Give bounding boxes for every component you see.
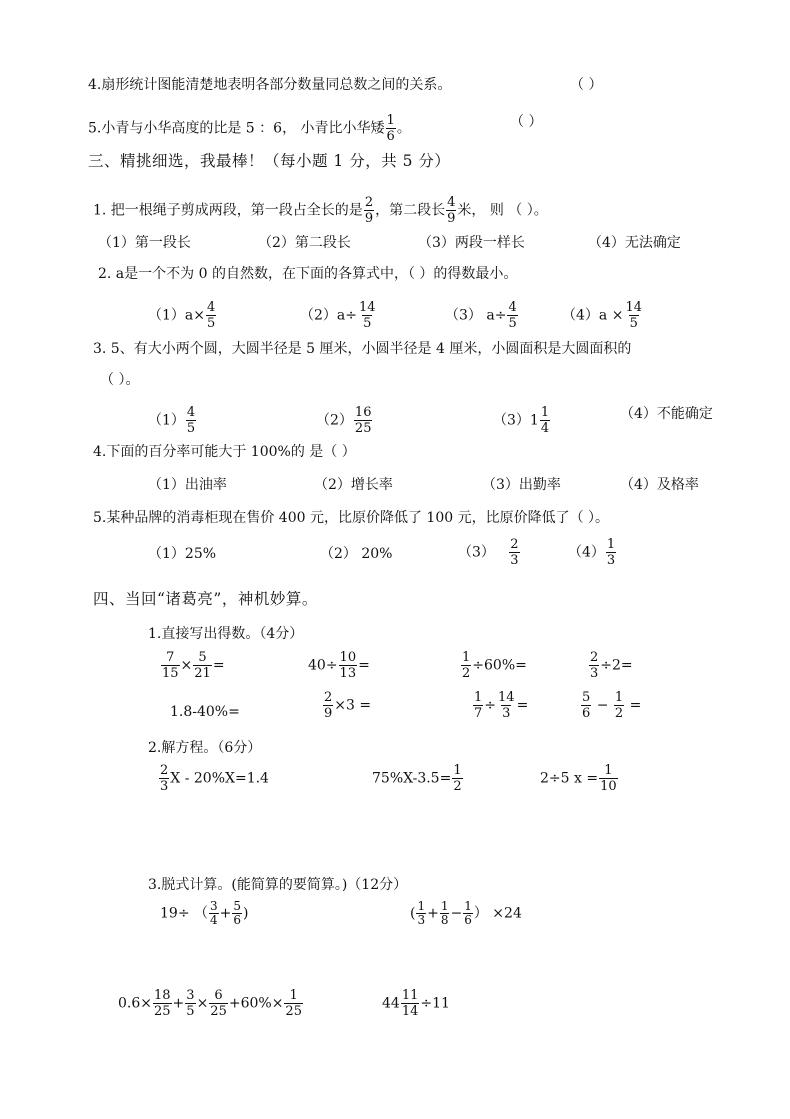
sec3-q1: 1. 把一根绳子剪成两段，第一段占全长的是 $\frac{2}{9}$ ，第二段长 $\frac{4}{9}$ 米， 则 （ ）。: [93, 195, 548, 226]
fraction: $\frac{16}{25}$: [354, 405, 372, 436]
fraction: $\frac{1}{4}$: [540, 405, 550, 436]
calc-step-4: 44 $\frac{11}{14}$ ÷11: [382, 988, 450, 1019]
sec4-part3-title: 3.脱式计算。(能简算的要简算。)（12分）: [148, 877, 408, 893]
fraction: $\frac{4}{5}$: [206, 300, 216, 331]
equation-1: $\frac{2}{3}$ X - 20%X=1.4: [160, 763, 269, 794]
sec3-q3: 3. 5、有大小两个圆，大圆半径是 5 厘米，小圆半径是 4 厘米，小圆面积是大圆面积的: [93, 341, 632, 357]
fraction: $\frac{1}{3}$: [606, 537, 616, 568]
sec3-q5-opt4[interactable]: （4） $\frac{1}{3}$: [568, 537, 616, 568]
calc-item-4: $\frac{2}{3}$ ÷2=: [590, 650, 633, 681]
sec4-part1-title: 1.直接写出得数。（4分）: [148, 626, 304, 642]
fraction: $\frac{1}{6}$: [386, 113, 395, 144]
sec3-q4: 4.下面的百分率可能大于 100%的 是（ ）: [93, 444, 356, 460]
calc-step-1: 19÷ （ $\frac{3}{4}$ + $\frac{5}{6}$ ): [160, 899, 249, 927]
sec3-q4-opt3[interactable]: （3）出勤率: [482, 477, 561, 493]
sec3-q1-opt4[interactable]: （4）无法确定: [588, 235, 681, 251]
calc-item-1: $\frac{7}{15}$ × $\frac{5}{21}$ =: [162, 650, 225, 681]
sec3-q1-opt2[interactable]: （2）第二段长: [258, 235, 351, 251]
sec3-q4-opt4[interactable]: （4）及格率: [620, 477, 699, 493]
sec3-q3-opt2[interactable]: （2） $\frac{16}{25}$: [316, 405, 372, 436]
judge-q4: 4.扇形统计图能清楚地表明各部分数量同总数之间的关系。: [88, 77, 452, 93]
sec3-q2-opt1[interactable]: （1）a× $\frac{4}{5}$: [148, 300, 216, 331]
sec3-q2-opt3[interactable]: （3） a÷ $\frac{4}{5}$: [445, 300, 517, 331]
section-4-title: 四、当回“诸葛亮”，神机妙算。: [93, 590, 318, 608]
sec3-q3-opt1[interactable]: （1） $\frac{4}{5}$: [148, 405, 196, 436]
sec4-part2-title: 2.解方程。（6分）: [148, 740, 262, 756]
calc-item-3: $\frac{1}{2}$ ÷60%=: [462, 650, 527, 681]
fraction: $\frac{2}{3}$: [510, 537, 519, 568]
fraction: $\frac{4}{5}$: [508, 300, 517, 331]
sec3-q4-opt1[interactable]: （1）出油率: [148, 477, 227, 493]
fraction: $\frac{4}{9}$: [447, 195, 456, 226]
equation-2: 75%X-3.5= $\frac{1}{2}$: [372, 763, 462, 794]
sec3-q3-opt3[interactable]: （3）1 $\frac{1}{4}$: [493, 405, 550, 436]
sec3-q3-paren[interactable]: （ ）。: [100, 372, 140, 388]
sec3-q2-opt2[interactable]: （2）a÷ $\frac{14}{5}$: [300, 300, 376, 331]
sec3-q1-opt1[interactable]: （1）第一段长: [98, 235, 191, 251]
sec3-q2: 2. a是一个不为 0 的自然数，在下面的各算式中，（ ）的得数最小。: [98, 266, 518, 282]
calc-item-6: $\frac{2}{9}$ ×3 =: [324, 690, 372, 721]
sec3-q2-opt4[interactable]: （4）a × $\frac{14}{5}$: [562, 300, 642, 331]
sec3-q5-opt3[interactable]: （3） $\frac{2}{3}$: [458, 537, 519, 568]
calc-item-7: $\frac{1}{7}$ ÷ $\frac{14}{3}$ =: [474, 690, 529, 721]
fraction: $\frac{4}{5}$: [186, 405, 196, 436]
fraction: $\frac{14}{5}$: [358, 300, 376, 331]
sec3-q4-opt2[interactable]: （2）增长率: [314, 477, 393, 493]
calc-item-8: $\frac{5}{6}$ − $\frac{1}{2}$ =: [582, 690, 642, 721]
sec3-q5: 5.某种品牌的消毒柜现在售价 400 元，比原价降低了 100 元，比原价降低了（ ）。: [93, 510, 610, 526]
equation-3: 2÷5 x = $\frac{1}{10}$: [540, 763, 617, 794]
sec3-q5-opt2[interactable]: （2） 20%: [320, 546, 393, 562]
judge-q5: 5.小青与小华高度的比是 5 ：6， 小青比小华矮 $\frac{1}{6}$ 。: [88, 113, 411, 144]
fraction: $\frac{2}{9}$: [364, 195, 374, 226]
sec3-q1-opt3[interactable]: （3）两段一样长: [418, 235, 525, 251]
calc-item-2: 40÷ $\frac{10}{13}$ =: [308, 650, 370, 681]
section-3-title: 三、精挑细选，我最棒！（每小题 1 分，共 5 分）: [88, 152, 451, 170]
fraction: $\frac{14}{5}$: [625, 300, 642, 331]
calc-step-2: ( $\frac{1}{3}$ + $\frac{1}{8}$ − $\frac{1}{6}$ ） ×24: [410, 899, 522, 927]
sec3-q3-opt4[interactable]: （4）不能确定: [620, 406, 713, 422]
judge-q4-answer-paren[interactable]: （ ）: [570, 77, 603, 93]
calc-step-3: 0.6× $\frac{18}{25}$ + $\frac{3}{5}$ × $\frac{6}{25}$ +60%× $\frac{1}{25}$: [118, 988, 302, 1019]
judge-q5-answer-paren[interactable]: （ ）: [510, 114, 543, 130]
sec3-q5-opt1[interactable]: （1）25%: [148, 546, 217, 562]
calc-item-5: 1.8-40%=: [170, 704, 240, 720]
